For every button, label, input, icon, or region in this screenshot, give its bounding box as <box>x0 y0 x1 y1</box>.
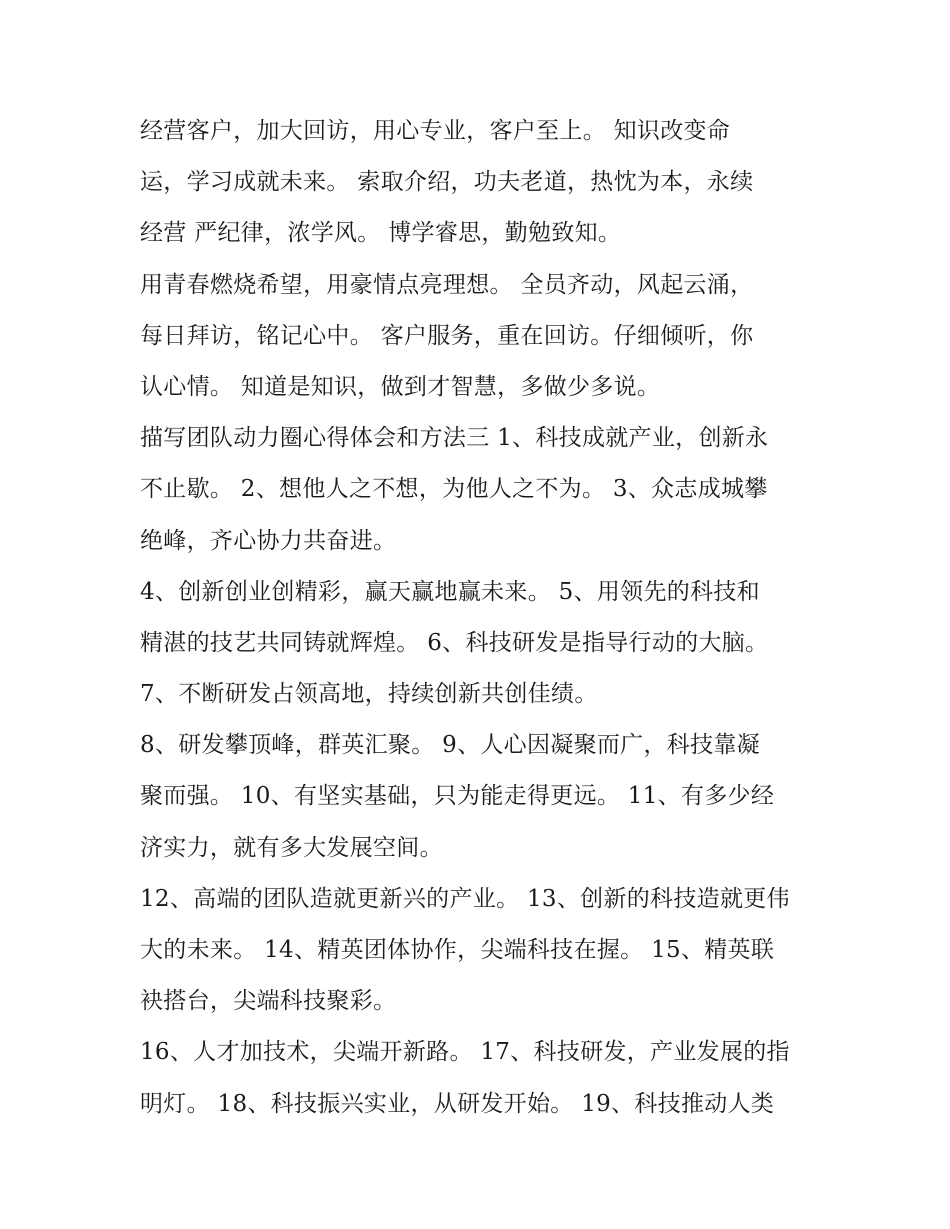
text-line: 描写团队动力圈心得体会和方法三 1、科技成就产业，创新永 <box>140 425 769 452</box>
paragraph-8 <box>140 1027 820 1129</box>
text-line: 济实力，就有多大发展空间。 <box>140 834 443 861</box>
text-line: 精湛的技艺共同铸就辉煌。 6、科技研发是指导行动的大脑。 <box>140 629 769 656</box>
text-line: 4、创新创业创精彩，赢天赢地赢未来。 5、用领先的科技和 <box>140 578 760 605</box>
text-line: 袂搭台，尖端科技聚彩。 <box>140 988 397 1015</box>
text-line: 认心情。 知道是知识，做到才智慧，多做少多说。 <box>140 373 661 400</box>
text-line: 大的未来。 14、精英团体协作，尖端科技在握。 15、精英联 <box>140 937 775 963</box>
text-line: 运，学习成就未来。 索取介绍，功夫老道，热忱为本，永续 <box>140 169 754 196</box>
text-line: 绝峰，齐心协力共奋进。 <box>140 527 397 554</box>
paragraph-1 <box>140 106 820 260</box>
text-line: 12、高端的团队造就更新兴的产业。 13、创新的科技造就更伟 <box>140 885 790 912</box>
paragraph-5 <box>140 669 820 720</box>
document-body <box>140 106 820 1130</box>
paragraph-7 <box>140 874 820 1028</box>
text-line: 16、人才加技术，尖端开新路。 17、科技研发，产业发展的指 <box>140 1039 790 1066</box>
text-line: 每日拜访，铭记心中。 客户服务，重在回访。仔细倾听，你 <box>140 322 754 349</box>
text-line: 7、不断研发占领高地，持续创新共创佳绩。 <box>140 681 598 708</box>
paragraph-4 <box>140 567 820 669</box>
paragraph-2 <box>140 260 820 414</box>
text-line: 8、研发攀顶峰，群英汇聚。 9、人心因凝聚而广，科技靠凝 <box>140 732 760 759</box>
text-line: 经营 严纪律，浓学风。 博学睿思，勤勉致知。 <box>140 220 622 247</box>
paragraph-3 <box>140 413 820 567</box>
text-line: 明灯。 18、科技振兴实业，从研发开始。 19、科技推动人类 <box>140 1090 775 1117</box>
text-line: 经营客户，加大回访，用心专业，客户至上。 知识改变命 <box>140 118 731 144</box>
paragraph-6 <box>140 720 820 874</box>
text-line: 聚而强。 10、有坚实基础，只为能走得更远。 11、有多少经 <box>140 783 775 810</box>
text-line: 用青春燃烧希望，用豪情点亮理想。 全员齐动，风起云涌， <box>140 271 754 298</box>
text-line: 不止歇。 2、想他人之不想，为他人之不为。 3、众志成城攀 <box>140 476 768 503</box>
